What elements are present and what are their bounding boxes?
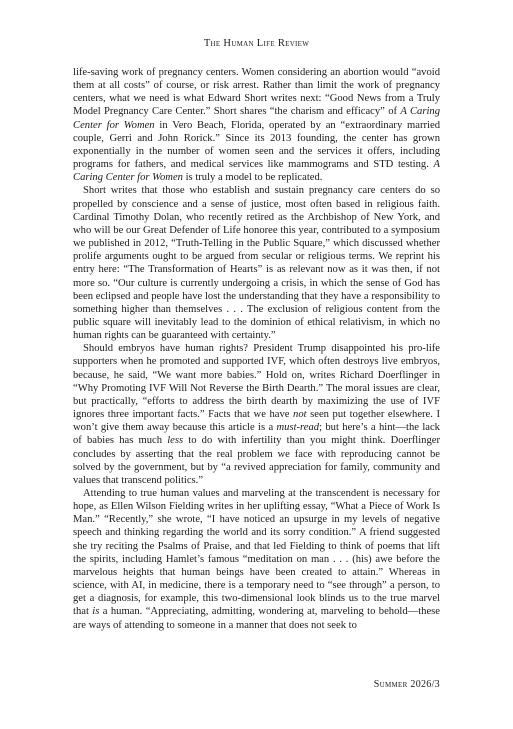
text-run: Short writes that those who establish and sustain pregnancy care centers do so propelled by conscience and a sense of justice, most often based in religious faith. Cardinal Timothy Dolan, who recently retired as the Archbishop of New York, and who will be our Great Defender of Life honoree this year, contributed to a symposium we published in 2012, “Truth-Telling in the Public Square,” which discussed whether prolife arguments ought to be argued from secular or religious terms. We reprint his entry here: “The Transformation of Hearts” is as relevant now as it was then, if not more so. “Our culture is currently undergoing a crisis, in which the sense of God has been eclipsed and people have lost the understanding that they have a responsibility to something higher than themselves . . . The exclusion of religious content from the public square will inevitably lead to the dominion of ethical relativism, in which no human rights can be guaranteed with certainty.” (73, 185, 440, 342)
italic-text: not (293, 409, 307, 421)
italic-text: A Caring Center for Women (73, 159, 440, 184)
italic-text: A Caring Center for Women (73, 106, 440, 131)
italic-text: less (167, 435, 184, 447)
italic-text: must-read (276, 422, 320, 434)
running-head: The Human Life Review (203, 38, 310, 49)
text-run: to do with infertility than you might think. Doerflinger concludes by asserting that the real problem we face with reproducing cannot be solved by the government, but by “a revived appreciation for family, community and values that transcend politics.” (73, 435, 440, 486)
body-paragraph (73, 342, 440, 487)
text-run: Attending to true human values and marveling at the transcendent is necessary for hope, as Ellen Wilson Fielding writes in her uplifting essay, “What a Piece of Work Is Man.” “Recently,” she wrote, “I have noticed an upsurge in my levels of negative speech and thinking regarding the world and its sorry condition.” A friend suggested she try reciting the Psalms of Praise, and that led Fielding to think of poems that lift the spirits, including Hamlet’s famous “meditation on man . . . (his) awe before the marvelous heights that human beings have been created to attain.” Whereas in science, with AI, in medicine, there is a temporary need to “see through” a person, to get a diagnosis, for example, this two-dimensional look blinds us to the true marvel that (73, 488, 440, 618)
italic-text: is (92, 606, 100, 618)
text-run: seen put together elsewhere. I won’t give them away because this article is a (73, 409, 441, 434)
article-body (73, 66, 440, 632)
page-footer: Summer 2026/3 (373, 679, 440, 690)
text-run: in Vero Beach, Florida, operated by an “extraordinary married couple, Gerri and John Rorick.” Since its 2013 founding, the center has grown exponentially in the number of women seen and the services it offers, including programs for fathers, and medical services like mammograms and STD testing. (73, 119, 440, 171)
body-paragraph (73, 487, 440, 632)
text-run: a human. “Appreciating, admitting, wondering at, marveling to behold—these are ways of attending to someone in a manner that does not seek to (73, 606, 440, 631)
text-run: ; but here’s a hint—the lack of babies has much (73, 422, 440, 447)
text-run: is truly a model to be replicated. (182, 172, 323, 184)
text-run: Should embryos have human rights? President Trump disappointed his pro-life supporters when he promoted and supported IVF, which often destroys live embryos, because, he said, “We want more babies.” Hold on, writes Richard Doerflinger in “Why Promoting IVF Will Not Reverse the Birth Dearth.” The moral issues are clear, but practically, “efforts to address the birth dearth by maximizing the use of IVF ignores three important facts.” Facts that we have (73, 343, 440, 421)
body-paragraph (73, 66, 440, 184)
body-paragraph (73, 184, 440, 342)
text-run: life-saving work of pregnancy centers. Women considering an abortion would “avoid them at all costs” of course, or risk arrest. Rather than limit the work of pregnancy centers, what we need is what Edward Short writes next: “Good News from a Truly Model Pregnancy Care Center.” Short shares “the charism and efficacy” of (73, 67, 440, 118)
